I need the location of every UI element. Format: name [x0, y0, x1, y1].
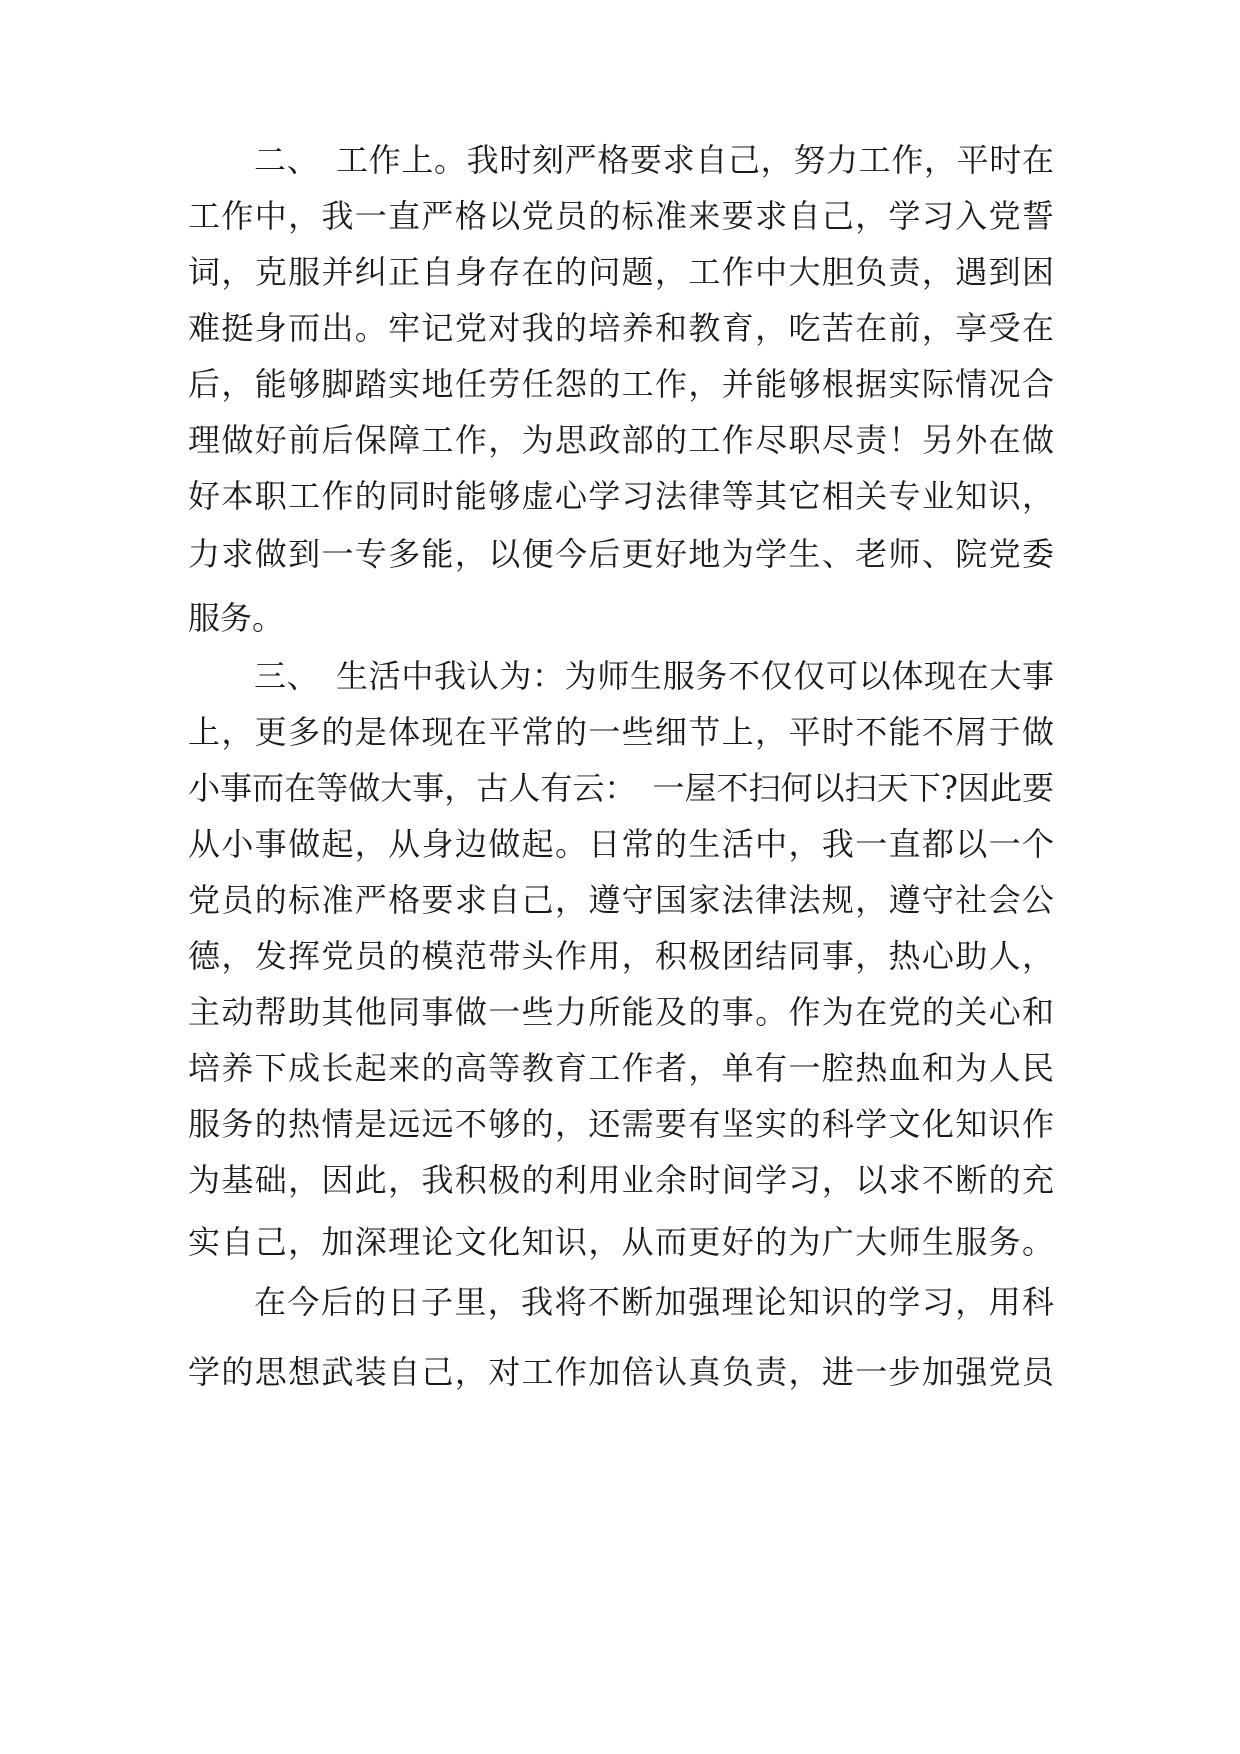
- text-line: 党员的标准严格要求自己，遵守国家法律法规，遵守社会公: [188, 881, 1054, 919]
- text-line: 为基础，因此，我积极的利用业余时间学习，以求不断的充: [188, 1161, 1054, 1199]
- text-line: 上，更多的是体现在平常的一些细节上，平时不能不屑于做: [188, 713, 1054, 751]
- text-line: 德，发挥党员的模范带头作用，积极团结同事，热心助人，: [188, 937, 1054, 975]
- text-line: 三、 生活中我认为：为师生服务不仅仅可以体现在大事: [254, 657, 1054, 695]
- text-line: 服务。: [188, 599, 285, 637]
- text-line: 好本职工作的同时能够虚心学习法律等其它相关专业知识，: [188, 477, 1054, 515]
- text-line: 二、 工作上。我时刻严格要求自己，努力工作，平时在: [254, 141, 1054, 179]
- text-line: 小事而在等做大事，古人有云： 一屋不扫何以扫天下?因此要: [188, 769, 1054, 807]
- text-line: 从小事做起，从身边做起。日常的生活中，我一直都以一个: [188, 825, 1054, 863]
- text-line: 服务的热情是远远不够的，还需要有坚实的科学文化知识作: [188, 1105, 1054, 1143]
- text-line: 工作中，我一直严格以党员的标准来要求自己，学习入党誓: [188, 197, 1054, 235]
- text-line: 培养下成长起来的高等教育工作者，单有一腔热血和为人民: [188, 1049, 1054, 1087]
- text-line: 学的思想武装自己，对工作加倍认真负责，进一步加强党员: [188, 1353, 1054, 1391]
- text-line: 词，克服并纠正自身存在的问题，工作中大胆负责，遇到困: [188, 253, 1054, 291]
- text-line: 在今后的日子里，我将不断加强理论知识的学习，用科: [254, 1283, 1054, 1321]
- text-line: 实自己，加深理论文化知识，从而更好的为广大师生服务。: [188, 1223, 1054, 1261]
- text-line: 难挺身而出。牢记党对我的培养和教育，吃苦在前，享受在: [188, 309, 1054, 347]
- text-line: 力求做到一专多能，以便今后更好地为学生、老师、院党委: [188, 535, 1054, 573]
- text-line: 主动帮助其他同事做一些力所能及的事。作为在党的关心和: [188, 993, 1054, 1031]
- text-line: 理做好前后保障工作，为思政部的工作尽职尽责！另外在做: [188, 421, 1054, 459]
- text-line: 后，能够脚踏实地任劳任怨的工作，并能够根据实际情况合: [188, 365, 1054, 403]
